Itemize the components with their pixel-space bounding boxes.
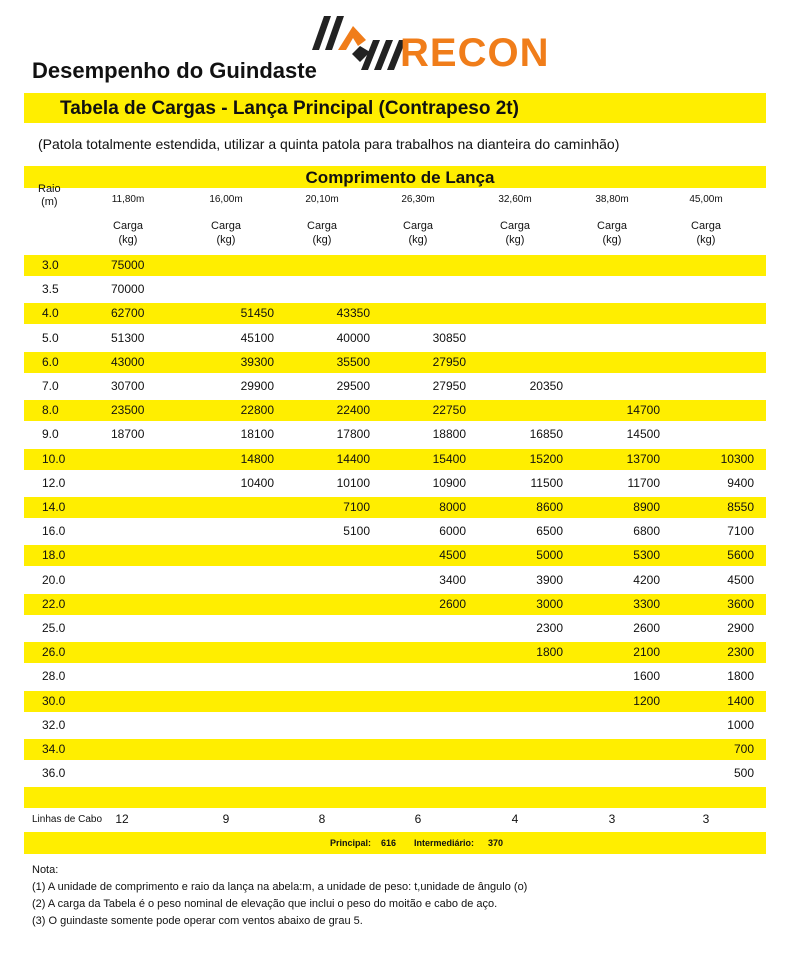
load-cell: 1800 <box>727 669 754 684</box>
load-cell: 10400 <box>240 475 274 490</box>
radius-header-label: Raio <box>38 183 61 195</box>
load-unit-header <box>383 219 453 247</box>
load-cell: 51450 <box>240 306 274 321</box>
radius-cell: 36.0 <box>42 766 66 781</box>
note-item: (2) A carga da Tabela é o peso nominal de elevação que inclui o peso do moitão e cabo de aço. <box>32 898 498 910</box>
radius-cell: 9.0 <box>42 427 59 442</box>
logo-wordmark: RECON <box>400 31 550 75</box>
load-unit-kg: (kg) <box>408 234 428 246</box>
load-cell: 1400 <box>727 693 754 708</box>
load-cell: 29900 <box>240 379 274 393</box>
load-cell: 14800 <box>240 451 274 466</box>
radius-cell: 25.0 <box>42 621 66 635</box>
radius-cell: 4.0 <box>42 306 59 321</box>
load-cell: 3600 <box>727 596 754 611</box>
load-unit-kg: (kg) <box>696 234 716 246</box>
load-cell: 5600 <box>727 548 754 563</box>
load-cell: 1600 <box>633 669 660 684</box>
boom-length-header: 11,80m <box>111 194 145 205</box>
load-cell: 17800 <box>336 427 370 442</box>
load-cell: 3300 <box>633 596 660 611</box>
load-cell: 4500 <box>439 548 466 563</box>
load-cell: 75000 <box>111 258 145 272</box>
load-cell: 6800 <box>633 524 660 539</box>
intermediate-value: 370 <box>488 838 504 848</box>
radius-cell: 22.0 <box>42 596 66 611</box>
load-cell: 6500 <box>536 524 563 539</box>
load-cell: 14400 <box>336 451 370 466</box>
load-cell: 18100 <box>240 427 274 442</box>
radius-cell: 28.0 <box>42 669 66 684</box>
load-cell: 3000 <box>536 596 563 611</box>
radius-header <box>38 183 61 209</box>
cable-lines-label: Linhas de Cabo <box>32 814 103 825</box>
load-unit-label: Carga <box>691 220 721 232</box>
load-unit-kg: (kg) <box>602 234 622 246</box>
load-cell: 7100 <box>343 500 370 514</box>
load-cell: 5300 <box>633 548 660 563</box>
load-cell: 14700 <box>626 403 660 418</box>
load-unit-kg: (kg) <box>312 234 332 246</box>
load-cell: 16850 <box>529 427 563 442</box>
cable-lines-value: 3 <box>608 812 616 826</box>
load-cell: 10900 <box>432 475 466 490</box>
boom-length-header: 38,80m <box>595 194 629 205</box>
notes <box>32 862 527 930</box>
load-cell: 39300 <box>240 354 274 369</box>
load-cell: 27950 <box>432 354 466 369</box>
load-unit-header <box>577 219 647 247</box>
load-cell: 29500 <box>336 379 370 393</box>
load-cell: 18700 <box>111 427 145 442</box>
load-unit-header <box>191 219 261 247</box>
load-unit-kg: (kg) <box>216 234 236 246</box>
cable-lines-value: 4 <box>511 812 519 826</box>
boom-length-header: 20,10m <box>305 194 339 205</box>
row-stripe <box>24 739 766 760</box>
load-cell: 9400 <box>727 475 754 490</box>
load-cell: 4500 <box>727 572 754 587</box>
load-cell: 70000 <box>111 282 145 297</box>
principal-label: Principal: <box>330 838 372 848</box>
load-cell: 4200 <box>633 572 660 587</box>
load-cell: 27950 <box>432 379 466 393</box>
load-cell: 5000 <box>536 548 563 563</box>
load-cell: 1800 <box>536 645 563 660</box>
load-cell: 11500 <box>530 475 563 490</box>
load-cell: 43350 <box>336 306 370 321</box>
load-cell: 8900 <box>633 500 660 514</box>
load-cell: 2100 <box>633 645 660 660</box>
intermediate-label: Intermediário: <box>414 838 475 848</box>
load-cell: 22800 <box>240 403 274 418</box>
load-unit-header <box>287 219 357 247</box>
radius-cell: 7.0 <box>42 379 59 393</box>
radius-cell: 6.0 <box>42 354 59 369</box>
load-cell: 11700 <box>627 475 660 490</box>
load-unit-header <box>93 219 163 247</box>
cable-lines-value: 12 <box>115 812 129 826</box>
row-stripe <box>24 787 766 808</box>
radius-cell: 18.0 <box>42 548 66 563</box>
boom-length-header: 26,30m <box>401 194 435 205</box>
load-unit-label: Carga <box>211 220 241 232</box>
load-unit-kg: (kg) <box>505 234 525 246</box>
load-cell: 62700 <box>111 306 145 321</box>
load-cell: 15400 <box>432 451 466 466</box>
load-cell: 30850 <box>432 330 466 345</box>
table-title: Tabela de Cargas - Lança Principal (Contrapeso 2t) <box>60 98 519 119</box>
load-cell: 40000 <box>336 330 370 345</box>
load-cell: 1000 <box>727 717 754 732</box>
load-cell: 22750 <box>432 403 466 418</box>
load-cell: 15200 <box>529 451 563 466</box>
load-cell: 3400 <box>439 572 466 587</box>
load-unit-label: Carga <box>597 220 627 232</box>
principal-value: 616 <box>381 838 397 848</box>
load-cell: 2300 <box>536 621 563 635</box>
load-cell: 6000 <box>439 524 466 539</box>
load-cell: 10100 <box>336 475 370 490</box>
radius-cell: 3.5 <box>42 282 59 297</box>
load-unit-label: Carga <box>500 220 530 232</box>
load-cell: 20350 <box>529 379 563 393</box>
load-cell: 500 <box>733 766 754 781</box>
load-cell: 35500 <box>336 354 370 369</box>
page-title: Desempenho do Guindaste <box>32 58 317 83</box>
boom-length-header: 16,00m <box>209 194 243 205</box>
boom-length-header: 32,60m <box>498 194 532 205</box>
radius-cell: 5.0 <box>42 330 59 345</box>
radius-cell: 10.0 <box>42 451 66 466</box>
radius-cell: 30.0 <box>42 693 66 708</box>
load-cell: 14500 <box>626 427 660 442</box>
boom-length-header: 45,00m <box>689 194 723 205</box>
load-cell: 8000 <box>439 500 466 514</box>
cable-lines-value: 3 <box>702 812 710 826</box>
load-unit-header <box>671 219 741 247</box>
load-cell: 1200 <box>633 693 660 708</box>
radius-cell: 16.0 <box>42 524 66 539</box>
load-unit-kg: (kg) <box>118 234 138 246</box>
note-item: (3) O guindaste somente pode operar com ventos abaixo de grau 5. <box>32 915 363 927</box>
load-cell: 700 <box>733 742 754 756</box>
radius-cell: 3.0 <box>42 258 59 272</box>
load-cell: 23500 <box>111 403 145 418</box>
load-cell: 8550 <box>727 500 754 514</box>
load-unit-header <box>480 219 550 247</box>
note-item: (1) A unidade de comprimento e raio da lança na abela:m, a unidade de peso: t,unidade de ângulo (o) <box>32 881 528 893</box>
table-subtitle: (Patola totalmente estendida, utilizar a quinta patola para trabalhos na dianteira do caminhão) <box>38 136 620 152</box>
notes-heading: Nota: <box>32 864 59 876</box>
radius-header-unit: (m) <box>41 196 58 208</box>
load-unit-label: Carga <box>113 220 143 232</box>
boom-length-title: Comprimento de Lança <box>305 168 495 187</box>
radius-cell: 20.0 <box>42 572 66 587</box>
radius-cell: 32.0 <box>42 717 66 732</box>
load-cell: 2900 <box>727 621 754 635</box>
load-unit-label: Carga <box>403 220 433 232</box>
radius-cell: 12.0 <box>42 475 66 490</box>
load-unit-label: Carga <box>307 220 337 232</box>
load-cell: 18800 <box>432 427 466 442</box>
load-cell: 10300 <box>720 451 754 466</box>
load-cell: 2600 <box>439 596 466 611</box>
load-cell: 7100 <box>727 524 754 539</box>
load-cell: 8600 <box>536 500 563 514</box>
load-cell: 2300 <box>727 645 754 660</box>
load-cell: 2600 <box>633 621 660 635</box>
cable-lines-value: 9 <box>222 812 230 826</box>
load-cell: 13700 <box>626 451 660 466</box>
cable-lines-value: 8 <box>318 812 326 826</box>
radius-cell: 8.0 <box>42 403 59 418</box>
radius-cell: 34.0 <box>42 742 66 756</box>
load-cell: 43000 <box>111 354 145 369</box>
load-cell: 30700 <box>111 379 145 393</box>
radius-cell: 14.0 <box>42 500 66 514</box>
load-cell: 3900 <box>536 572 563 587</box>
radius-cell: 26.0 <box>42 645 66 660</box>
load-cell: 22400 <box>336 403 370 418</box>
cable-lines-value: 6 <box>414 812 422 826</box>
load-cell: 45100 <box>240 330 274 345</box>
load-cell: 51300 <box>111 330 145 345</box>
load-cell: 5100 <box>343 524 370 539</box>
